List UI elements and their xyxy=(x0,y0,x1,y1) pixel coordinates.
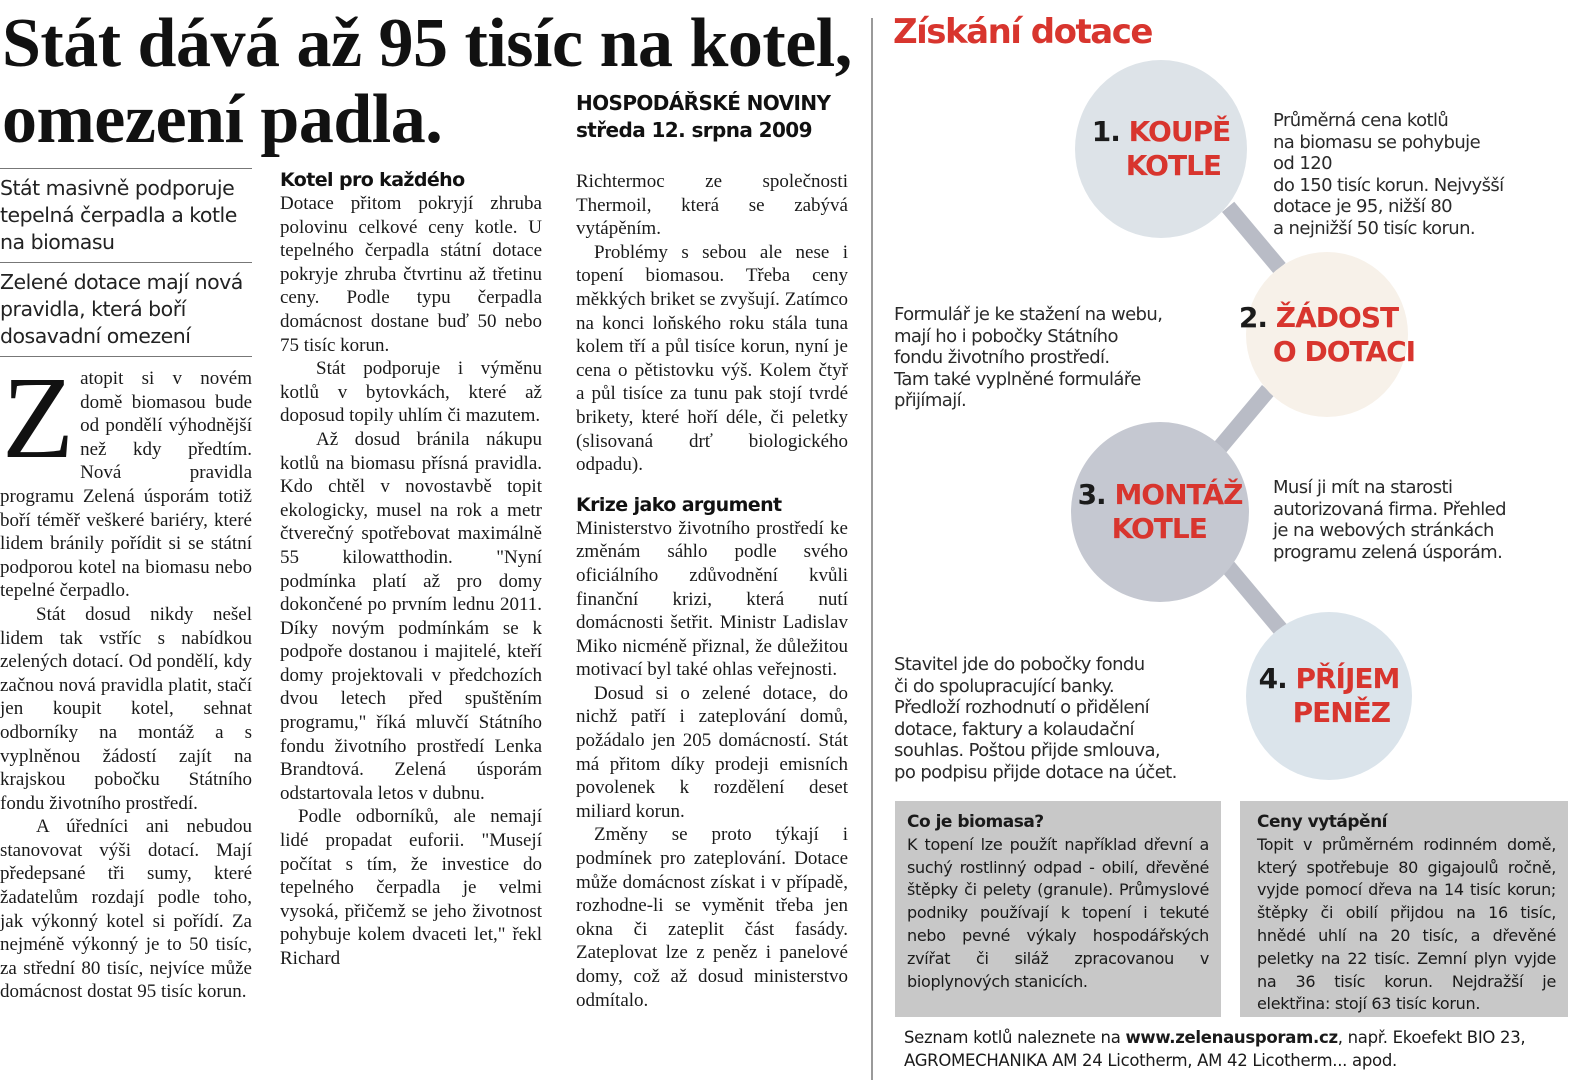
step-2-title-line1: ŽÁDOST xyxy=(1275,300,1399,334)
paragraph: Změny se proto týkají i podmínek pro zateplování. Dotace může domácnost získat i v případě, rozhodne-li se vyměnit třeba jen okna či zateplit část fasády. Zateplovat lze z peněz i panelové domy, což až dosud ministerstvo odmítalo. xyxy=(576,824,848,1011)
step-4-title-line1: PŘÍJEM xyxy=(1295,662,1400,695)
sidebar-box-title: Co je biomasa? xyxy=(907,812,1044,832)
step-1-number: 1. xyxy=(1091,115,1120,148)
drop-cap: Z xyxy=(2,352,75,483)
lead-paragraph: Zatopit si v novém domě biomasou bude od pondělí výhodnější než kdy předtím. Nová pravidla programu Zelená úsporám totiž boří téměř veškeré bariéry, které lidem bránily pořídit si se státní podporou kotel na biomasu nebo tepelné čerpadlo. xyxy=(0,352,252,602)
step-2-circle xyxy=(1238,252,1416,417)
paragraph: Ministerstvo životního prostředí ke změnám sáhlo podle svého oficiálního zdůvodnění kvůli finanční krizi, která nutí domácnosti šetřit. Ministr Ladislav Miko nicméně přiznal, že důležitou motivací byl také ohlas veřejnosti. xyxy=(576,517,848,681)
step-1-circle xyxy=(1075,60,1247,238)
step-2-description: Formulář je ke stažení na webu, mají ho i pobočky Státního fondu životního prostředí. Tam také vyplněné formuláře přijímají. xyxy=(894,304,1163,411)
paragraph: A úředníci ani nebudou stanovovat výši dotací. Mají předepsané tři sumy, které žadatelům rozdají podle toho, jak výkonný kotel si pořídí. Za nejméně výkonný je to 50 tisíc, za střední 80 tisíc, nejvíce může domácnost dostat 95 tisíc korun. xyxy=(0,816,252,1003)
source-name: HOSPODÁŘSKÉ NOVINY xyxy=(576,91,831,115)
column-divider xyxy=(871,18,873,1080)
paragraph: Podle odborníků, ale nemají lidé propadat euforii. "Musejí počítat s tím, že investice do tepelného čerpadla je velmi vysoká, přičemž se jeho životnost pohybuje kolem dvaceti let," řekl Richard xyxy=(280,806,542,969)
step-4-number: 4. xyxy=(1258,662,1287,695)
step-4-title-line2: PENĚZ xyxy=(1292,696,1391,729)
step-2-title-line2: O DOTACI xyxy=(1272,334,1416,368)
headline-line-1: Stát dává až 95 tisíc na kotel, xyxy=(2,5,852,82)
masthead xyxy=(576,90,866,144)
headline-line-2: omezení padla. xyxy=(2,81,443,158)
website-link[interactable]: www.zelenausporam.cz xyxy=(1125,1028,1338,1047)
sidebar-box-ceny-vytapeni xyxy=(1240,801,1568,1017)
sidebar-box-text: K topení lze použít například dřevní a suchý rostlinný odpad - obilí, dřevěné štěpky či pelety (granule). Průmyslové podniky používají k topení i tekuté nebo pevné výkaly hospodářských zvířat či siláž zpracovanou v bioplynových stanicích. xyxy=(907,834,1209,991)
step-3-title-line2: KOTLE xyxy=(1111,512,1207,545)
step-4-description: Stavitel jde do pobočky fondu či do spolupracující banky. Předloží rozhodnutí o přidělení dotace, faktury a kolaudační souhlas. Poštou přijde smlouva, po podpisu přijde dotace na účet. xyxy=(894,654,1177,783)
paragraph: Stát dosud nikdy nešel lidem tak vstříc s nabídkou zelených dotací. Od pondělí, kdy začnou nová pravidla platit, stačí jen koupit kotel, sehnat odborníky na montáž a s vyplněnou žádostí zajít na krajskou pobočku Státního fondu životního prostředí. xyxy=(0,603,252,814)
step-3-circle xyxy=(1071,422,1249,602)
subhead-krize-jako-argument: Krize jako argument xyxy=(576,493,782,516)
paragraph: Richtermoc ze společnosti Thermoil, která se zabývá vytápěním. xyxy=(576,171,848,240)
step-1-title-line1: KOUPĚ xyxy=(1128,115,1231,148)
step-3-number: 3. xyxy=(1077,478,1106,511)
sidebar-box-biomasa xyxy=(895,801,1221,1017)
step-4-circle xyxy=(1246,612,1412,780)
article-column-3 xyxy=(576,170,848,1012)
sidebar-box-title: Ceny vytápění xyxy=(1257,812,1387,832)
step-2-number: 2. xyxy=(1238,300,1268,334)
step-1-title-line2: KOTLE xyxy=(1125,149,1222,182)
subhead-kotel-pro-kazdeho: Kotel pro každého xyxy=(280,169,465,191)
sidebar-box-text: Topit v průměrném rodinném domě, který spotřebuje 80 gigajoulů ročně, vyjde pomocí dřeva na 14 tisíc korun; štěpky či obilí přijdou na 16 tisíc, hnědé uhlí na 20 tisíc, a dřevěné peletky na 22 tisíc. Zemní plyn vyjde na 36 tisíc korun. Nejdražší je elektřina: stojí 63 tisíc korun. xyxy=(1257,834,1556,1014)
deck-1: Stát masivně podporuje tepelná čerpadla a kotle na biomasu xyxy=(0,168,252,262)
article-column-1 xyxy=(0,168,252,1004)
connector-3-4 xyxy=(1222,562,1287,635)
paragraph: Stát podporuje i výměnu kotlů v bytovkách, které až doposud topily uhlím či mazutem. xyxy=(280,358,542,427)
infographic-title: Získání dotace xyxy=(893,12,1152,52)
step-1-description: Průměrná cena kotlů na biomasu se pohybuje od 120 do 150 tisíc korun. Nejvyšší dotace je 95, nižší 80 a nejnižší 50 tisíc korun. xyxy=(1273,110,1504,239)
step-3-title-line1: MONTÁŽ xyxy=(1114,478,1243,511)
paragraph: Problémy s sebou ale nese i topení biomasou. Třeba ceny měkkých briket se zvyšují. Zatímco na konci loňského roku stála tuna kolem tří a půl tisíce korun, nyní je cena o pětistovku výš. Kolem čtyř a půl tisíce za tunu pak stojí tvrdé brikety, které hoří déle, či peletky (slisovaná drť biologického odpadu). xyxy=(576,241,848,476)
paragraph: Dosud si o zelené dotace, do nichž patří i zateplování domů, požádalo jen 205 domácností. Stát má přitom díky prodeji emisních povolenek k rozdělení deset miliard korun. xyxy=(576,682,848,822)
publication-date: středa 12. srpna 2009 xyxy=(576,118,812,142)
paragraph: Až dosud bránila nákupu kotlů na biomasu přísná pravidla. Kdo chtěl v novostavbě topit ekologicky, musel na rok a metr čtverečný spotřebovat maximálně 55 kilowatthodin. "Nyní podmínka platí až pro domy dokončené po prvním lednu 2011. Díky novým podmínkám se k podpoře dostanou i majitelé, kteří domy projektovali v předchozích dvou letech před spuštěním programu," říká mluvčí Státního fondu životního prostředí Lenka Brandtová. Zelená úsporám odstartovala letos v dubnu. xyxy=(280,428,542,804)
paragraph: Dotace přitom pokryjí zhruba polovinu celkové ceny kotle. U tepelného čerpadla státní dotace pokryje zhruba čtvrtinu až třetinu ceny. Podle typu čerpadla domácnost dostane buď 50 nebo 75 tisíc korun. xyxy=(280,193,542,356)
deck-2: Zelené dotace mají nová pravidla, která boří dosavadní omezení xyxy=(0,262,252,357)
footer-note: Seznam kotlů naleznete na www.zelenausporam.cz, např. Ekoefekt BIO 23, AGROMECHANIKA AM 24 Licotherm, AM 42 Licotherm... apod. xyxy=(904,1028,1526,1070)
step-3-description: Musí ji mít na starosti autorizovaná firma. Přehled je na webových stránkách programu zelená úsporám. xyxy=(1273,477,1506,563)
article-column-2 xyxy=(280,168,542,971)
